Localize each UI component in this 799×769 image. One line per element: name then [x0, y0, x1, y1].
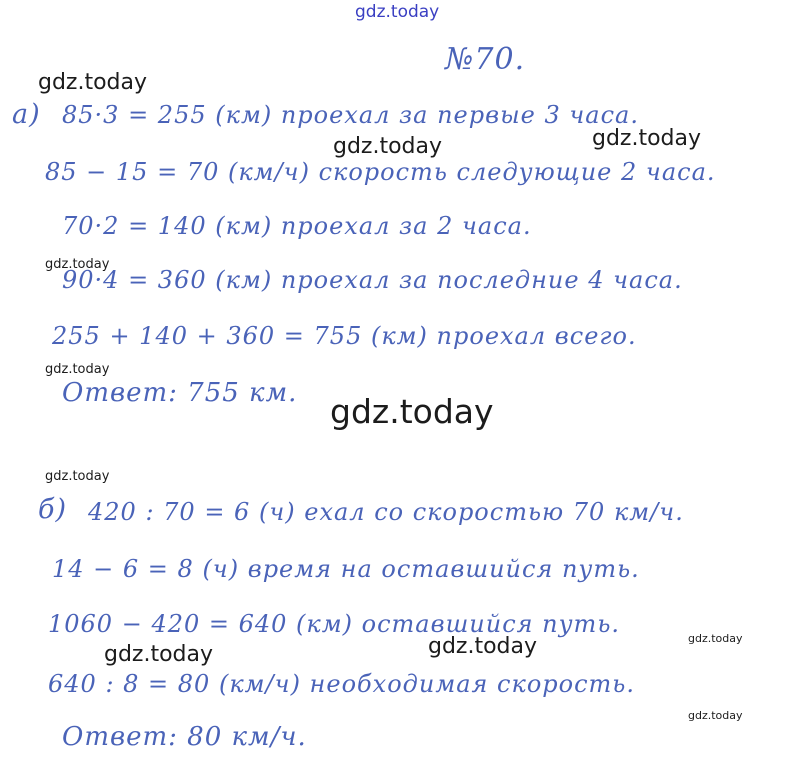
watermark: gdz.today [45, 257, 110, 272]
watermark: gdz.today [104, 642, 214, 667]
watermark: gdz.today [688, 709, 743, 722]
part-b-answer: Ответ: 80 км/ч. [62, 722, 307, 752]
watermark: gdz.today [45, 362, 110, 377]
part-b-line-1: 420 : 70 = 6 (ч) ехал со скоростью 70 км/ч. [88, 498, 684, 526]
watermark: gdz.today [38, 70, 148, 95]
part-a-line-4: 90·4 = 360 (км) проехал за последние 4 часа. [62, 266, 683, 294]
part-b-line-4: 640 : 8 = 80 (км/ч) необходимая скорость. [48, 670, 635, 698]
watermark: gdz.today [330, 392, 494, 431]
watermark: gdz.today [592, 126, 702, 151]
part-a-line-3: 70·2 = 140 (км) проехал за 2 часа. [62, 212, 532, 240]
watermark: gdz.today [688, 632, 743, 645]
part-a-line-5: 255 + 140 + 360 = 755 (км) проехал всего. [52, 322, 637, 350]
part-a-answer: Ответ: 755 км. [62, 378, 298, 408]
header-watermark: gdz.today [355, 2, 440, 22]
part-b-label: б) [38, 494, 68, 525]
part-b-line-3: 1060 − 420 = 640 (км) оставшийся путь. [48, 610, 621, 638]
part-a-line-2: 85 − 15 = 70 (км/ч) скорость следующие 2 часа. [45, 158, 716, 186]
part-b-line-2: 14 − 6 = 8 (ч) время на оставшийся путь. [52, 555, 640, 583]
problem-number: №70. [445, 42, 526, 77]
watermark: gdz.today [428, 634, 538, 659]
watermark: gdz.today [333, 134, 443, 159]
watermark: gdz.today [45, 469, 110, 484]
part-a-label: а) [12, 99, 41, 130]
part-a-line-1: 85·3 = 255 (км) проехал за первые 3 часа. [62, 101, 639, 129]
